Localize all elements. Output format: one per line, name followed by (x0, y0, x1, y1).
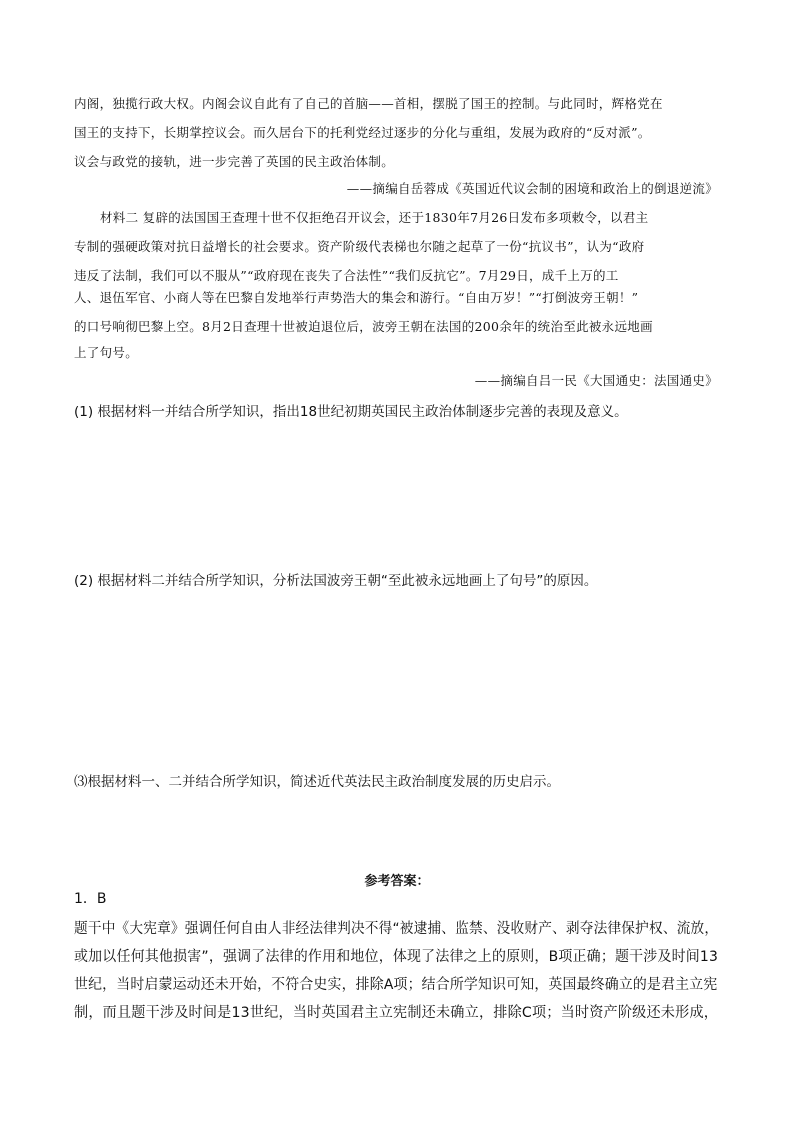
answers-heading: 参考答案： (364, 874, 430, 889)
question-2: (2) 根据材料二并结合所学知识，分析法国波旁王朝“至此被永远地画上了句号”的原因。 (74, 573, 598, 589)
answer-line-1: 题干中《大宪章》强调任何自由人非经法律判决不得“被逮捕、监禁、没收财产、剥夺法律保护权、流放， (74, 921, 719, 937)
material2-line-4: 人、退伍军官、小商人等在巴黎自发地举行声势浩大的集会和游行。“自由万岁！”“打倒波旁王朝！” (74, 290, 639, 305)
material2-line-3: 违反了法制，我们可以不服从”“政府现在丧失了合法性”“我们反抗它”。7月29日，成千上万的工 (74, 268, 619, 283)
material2-source: ——摘编自吕一民《大国通史：法国通史》 (474, 373, 718, 388)
answer-line-4: 制，而且题干涉及时间是13世纪，当时英国君主立宪制还未确立，排除C项；当时资产阶级还未形成， (74, 1005, 719, 1021)
material2-line-5: 的口号响彻巴黎上空。8月2日查理十世被迫退位后，波旁王朝在法国的200余年的统治至此被永远地画 (74, 319, 653, 334)
question-3: ⑶根据材料一、二并结合所学知识，简述近代英法民主政治制度发展的历史启示。 (74, 774, 560, 790)
material2-line-1: 材料二 复辟的法国国王查理十世不仅拒绝召开议会，还于1830年7月26日发布多项敕令，以君主 (100, 210, 649, 225)
answer-line-3: 世纪，当时启蒙运动还未开始，不符合史实，排除A项；结合所学知识可知，英国最终确立的是君主立宪 (74, 977, 718, 993)
material2-line-2: 专制的强硬政策对抗日益增长的社会要求。资产阶级代表梯也尔随之起草了一份“抗议书”，认为“政府 (74, 239, 645, 254)
answer-item-number: 1．B (74, 891, 107, 907)
material1-source: ——摘编自岳蓉成《英国近代议会制的困境和政治上的倒退逆流》 (346, 181, 718, 196)
material2-line-6: 上了句号。 (74, 345, 139, 360)
material1-line-1: 内阁，独揽行政大权。内阁会议自此有了自己的首脑——首相，摆脱了国王的控制。与此同时，辉格党在 (74, 96, 663, 111)
material1-line-3: 议会与政党的接轨，进一步完善了英国的民主政治体制。 (74, 154, 395, 169)
answer-line-2: 或加以任何其他损害”，强调了法律的作用和地位，体现了法律之上的原则，B项正确；题干涉及时间13 (74, 949, 719, 965)
material1-line-2: 国王的支持下，长期掌控议会。而久居台下的托利党经过逐步的分化与重组，发展为政府的“反对派”。 (74, 125, 651, 140)
question-1: (1) 根据材料一并结合所学知识，指出18世纪初期英国民主政治体制逐步完善的表现及意义。 (74, 404, 628, 420)
